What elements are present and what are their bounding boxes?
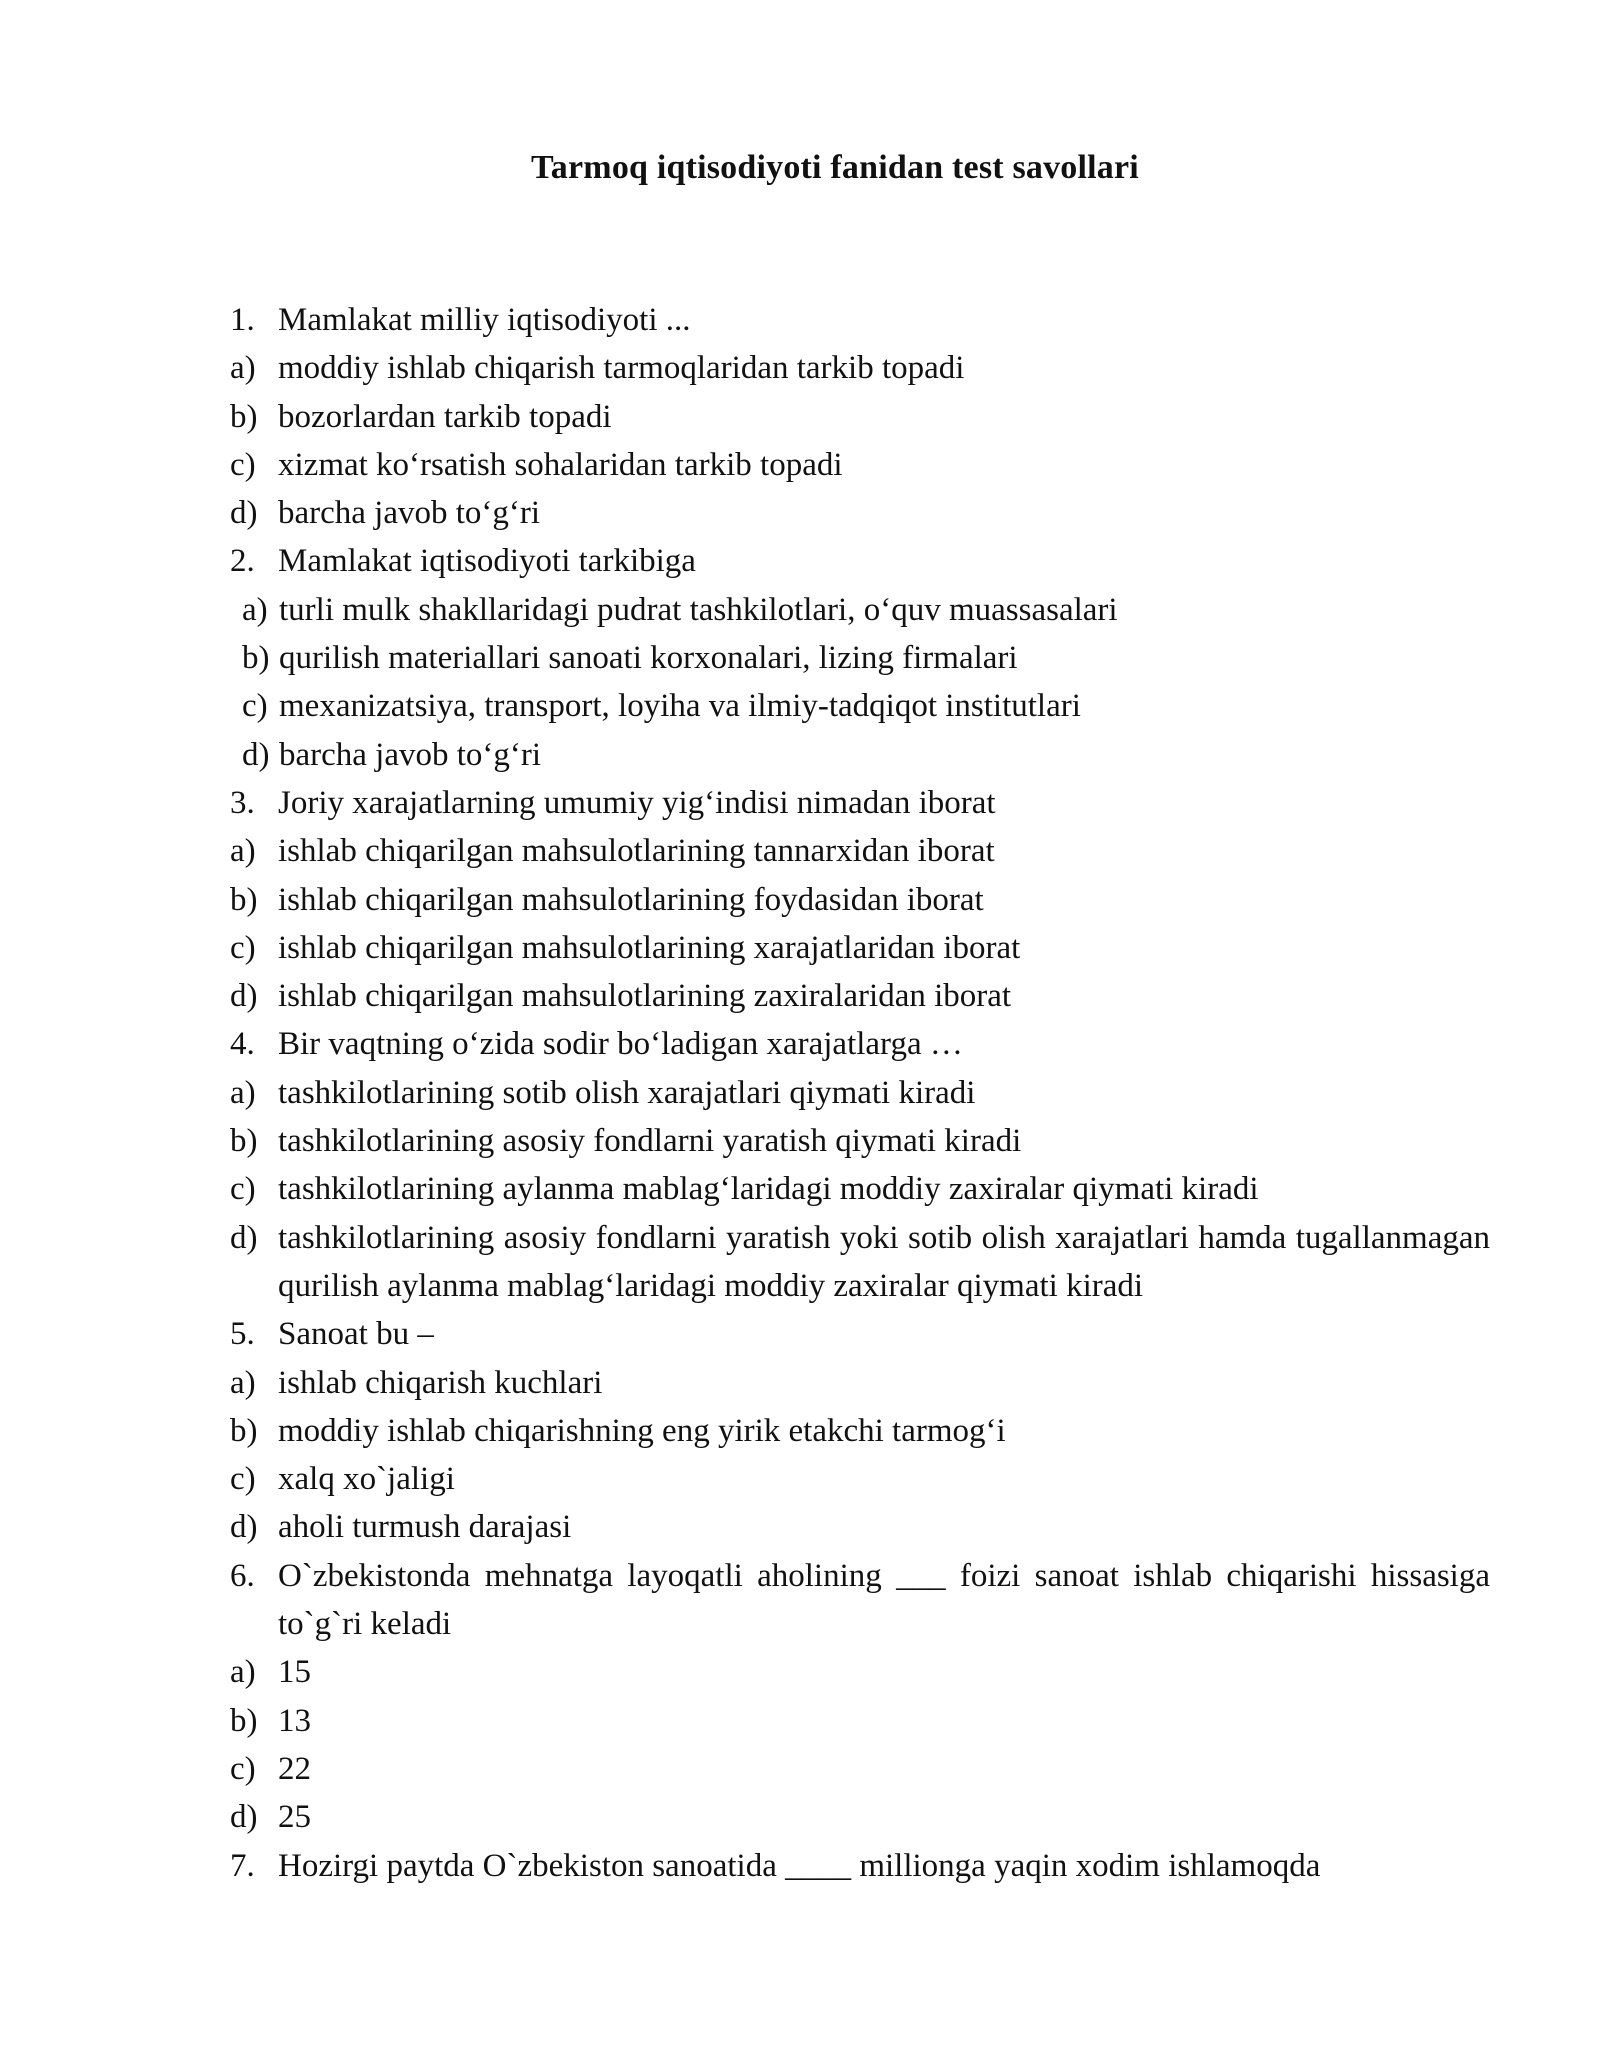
option-marker: a) xyxy=(230,1364,256,1401)
question-4 xyxy=(230,1020,1490,1068)
answer-option xyxy=(230,1117,1490,1165)
option-text: ishlab chiqarilgan mahsulotlarining tannarxidan iborat xyxy=(278,833,995,870)
option-text: 25 xyxy=(278,1799,311,1836)
option-marker: c) xyxy=(230,1171,256,1208)
option-marker: a) xyxy=(230,833,256,870)
answer-option xyxy=(230,1745,1490,1793)
option-marker: d) xyxy=(230,495,258,532)
question-text: Sanoat bu – xyxy=(278,1316,434,1353)
answer-option xyxy=(230,586,1490,634)
option-text: ishlab chiqarilgan mahsulotlarining foydasidan iborat xyxy=(278,881,984,918)
question-number: 7. xyxy=(230,1847,255,1884)
option-text: ishlab chiqarilgan mahsulotlarining zaxiralaridan iborat xyxy=(278,978,1012,1015)
option-marker: a) xyxy=(230,350,256,387)
option-marker: c) xyxy=(230,446,256,483)
option-marker: d) xyxy=(242,736,270,773)
question-number: 3. xyxy=(230,784,255,821)
question-number: 1. xyxy=(230,302,255,338)
answer-option xyxy=(230,1648,1490,1696)
option-text: barcha javob to‘g‘ri xyxy=(279,736,542,773)
question-number: 6. xyxy=(230,1557,255,1594)
option-marker: c) xyxy=(230,1461,256,1498)
answer-option xyxy=(230,393,1490,441)
option-text: qurilish materiallari sanoati korxonalari, lizing firmalari xyxy=(279,640,1018,677)
answer-option xyxy=(230,1069,1490,1117)
option-text: 13 xyxy=(278,1702,311,1739)
option-text: moddiy ishlab chiqarish tarmoqlaridan tarkib topadi xyxy=(278,350,965,387)
answer-option xyxy=(230,924,1490,972)
option-text: turli mulk shakllaridagi pudrat tashkilotlari, o‘quv muassasalari xyxy=(279,591,1118,628)
option-text: tashkilotlarining asosiy fondlarni yaratish qiymati kiradi xyxy=(278,1123,1022,1160)
question-text: Joriy xarajatlarning umumiy yig‘indisi nimadan iborat xyxy=(278,784,996,821)
answer-option xyxy=(230,634,1490,682)
answer-option xyxy=(230,876,1490,924)
option-marker: a) xyxy=(230,1074,256,1111)
option-marker: c) xyxy=(230,929,256,966)
answer-option xyxy=(230,441,1490,489)
option-text: bozorlardan tarkib topadi xyxy=(278,398,612,435)
option-marker: c) xyxy=(242,688,268,725)
answer-option xyxy=(230,1214,1490,1311)
question-list xyxy=(230,296,1490,1890)
option-text: tashkilotlarining asosiy fondlarni yaratish yoki sotib olish xarajatlari hamda tugallanmagan qurilish aylanma mablag‘laridagi moddiy zaxiralar qiymati kiradi xyxy=(278,1219,1490,1304)
question-text: Hozirgi paytda O`zbekiston sanoatida ____ millionga yaqin xodim ishlamoqda xyxy=(278,1847,1321,1884)
answer-option xyxy=(230,972,1490,1020)
answer-option xyxy=(230,827,1490,875)
answer-option xyxy=(230,344,1490,392)
option-marker: d) xyxy=(230,1799,258,1836)
option-marker: d) xyxy=(230,1219,258,1256)
answer-option xyxy=(230,1503,1490,1551)
option-text: xizmat ko‘rsatish sohalaridan tarkib topadi xyxy=(278,446,843,483)
question-text: Mamlakat iqtisodiyoti tarkibiga xyxy=(278,543,696,580)
question-number: 4. xyxy=(230,1026,255,1063)
question-1 xyxy=(230,296,1490,344)
answer-option xyxy=(230,1359,1490,1407)
option-text: barcha javob to‘g‘ri xyxy=(278,495,541,532)
option-text: 15 xyxy=(278,1654,311,1691)
question-text: Bir vaqtning o‘zida sodir bo‘ladigan xarajatlarga … xyxy=(278,1026,963,1063)
option-marker: b) xyxy=(242,640,270,677)
option-text: xalq xo`jaligi xyxy=(278,1461,455,1498)
option-marker: b) xyxy=(230,881,258,918)
option-text: aholi turmush darajasi xyxy=(278,1509,572,1546)
option-text: mexanizatsiya, transport, loyiha va ilmiy-tadqiqot institutlari xyxy=(279,688,1081,725)
answer-option xyxy=(230,489,1490,537)
option-marker: a) xyxy=(242,591,268,628)
question-2 xyxy=(230,537,1490,585)
answer-option xyxy=(230,1697,1490,1745)
answer-option xyxy=(230,1165,1490,1213)
question-7 xyxy=(230,1842,1490,1890)
option-marker: a) xyxy=(230,1654,256,1691)
option-text: 22 xyxy=(278,1750,311,1787)
answer-option xyxy=(230,1455,1490,1503)
option-text: ishlab chiqarilgan mahsulotlarining xarajatlaridan iborat xyxy=(278,929,1021,966)
question-number: 5. xyxy=(230,1316,255,1353)
option-marker: b) xyxy=(230,1702,258,1739)
option-marker: d) xyxy=(230,978,258,1015)
question-number: 2. xyxy=(230,543,255,580)
option-marker: d) xyxy=(230,1509,258,1546)
question-5 xyxy=(230,1310,1490,1358)
answer-option xyxy=(230,1793,1490,1841)
option-text: tashkilotlarining aylanma mablag‘laridagi moddiy zaxiralar qiymati kiradi xyxy=(278,1171,1259,1208)
option-marker: b) xyxy=(230,1412,258,1449)
question-text: O`zbekistonda mehnatga layoqatli aholining ___ foizi sanoat ishlab chiqarishi hissasiga to`g`ri keladi xyxy=(278,1557,1490,1643)
option-marker: b) xyxy=(230,1123,258,1160)
option-marker: b) xyxy=(230,398,258,435)
option-text: tashkilotlarining sotib olish xarajatlari qiymati kiradi xyxy=(278,1074,976,1111)
answer-option xyxy=(230,682,1490,730)
answer-option xyxy=(230,1407,1490,1455)
option-marker: c) xyxy=(230,1750,256,1787)
question-text: Mamlakat milliy iqtisodiyoti ... xyxy=(278,302,691,338)
option-text: ishlab chiqarish kuchlari xyxy=(278,1364,603,1401)
question-6 xyxy=(230,1552,1490,1649)
option-text: moddiy ishlab chiqarishning eng yirik etakchi tarmog‘i xyxy=(278,1412,1006,1449)
question-3 xyxy=(230,779,1490,827)
answer-option xyxy=(230,731,1490,779)
document-title: Tarmoq iqtisodiyoti fanidan test savollari xyxy=(531,149,1139,186)
